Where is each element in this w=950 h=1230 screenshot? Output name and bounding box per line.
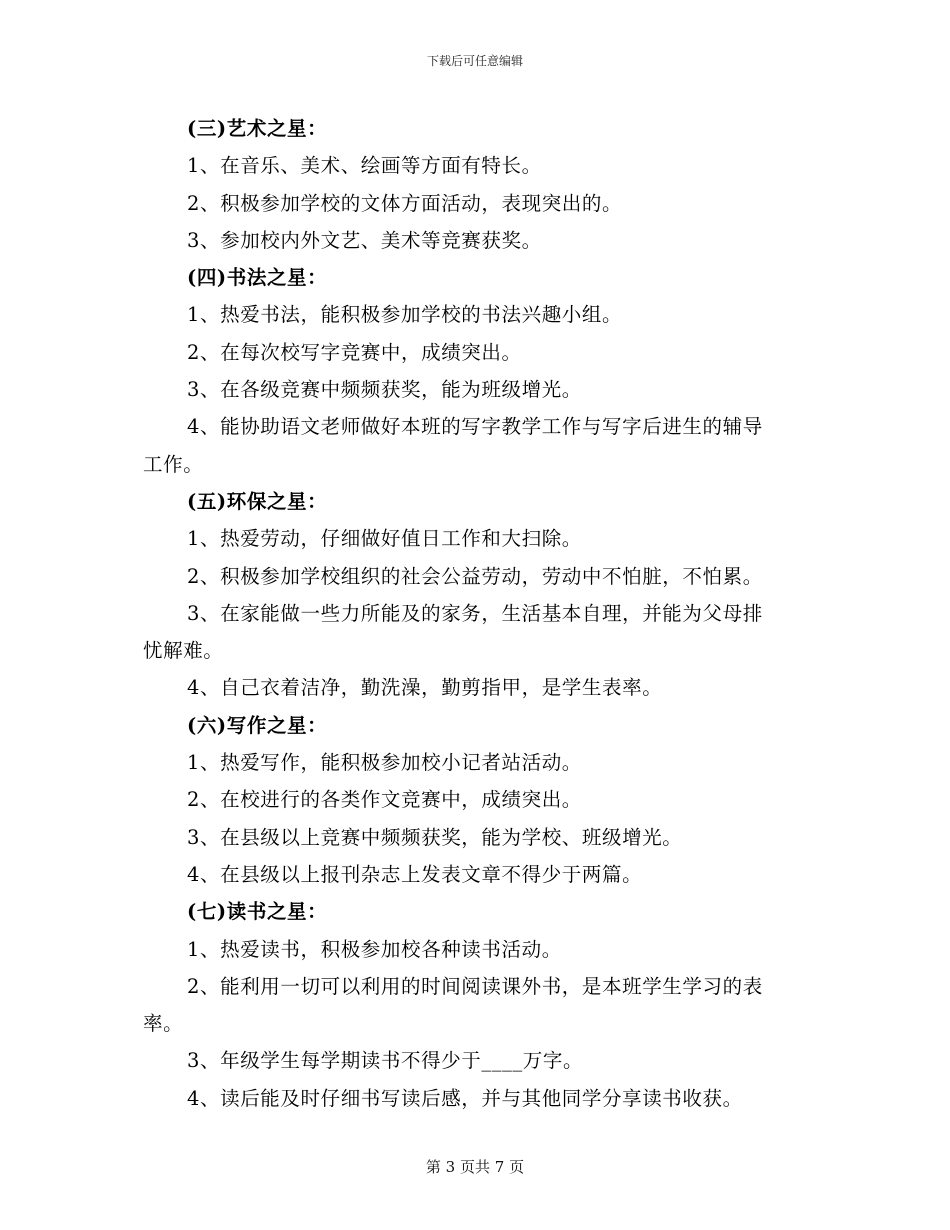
- section-heading: (七)读书之星：: [187, 900, 328, 924]
- list-item: 4、自己衣着洁净，勤洗澡，勤剪指甲，是学生表率。: [187, 676, 663, 700]
- list-item: 1、热爱劳动，仔细做好值日工作和大扫除。: [187, 527, 582, 551]
- list-item: 4、能协助语文老师做好本班的写字教学工作与写字后进生的辅导: [187, 415, 763, 439]
- section-heading: (六)写作之星：: [187, 713, 328, 737]
- list-item: 3、在县级以上竞赛中频频获奖，能为学校、班级增光。: [187, 825, 683, 849]
- list-item: 1、热爱读书，积极参加校各种读书活动。: [187, 937, 562, 961]
- list-item: 1、热爱写作，能积极参加校小记者站活动。: [187, 751, 582, 775]
- section-heading: (四)书法之星：: [187, 266, 328, 290]
- list-item: 2、能利用一切可以利用的时间阅读课外书，是本班学生学习的表: [187, 974, 763, 998]
- paragraph-continuation: 率。: [143, 1012, 184, 1036]
- page-footer: 第 3 页共 7 页: [425, 1158, 525, 1176]
- list-item: 3、在各级竞赛中频频获奖，能为班级增光。: [187, 378, 582, 402]
- section-heading: (三)艺术之星：: [187, 117, 328, 140]
- list-item: 2、在每次校写字竞赛中，成绩突出。: [187, 340, 522, 364]
- list-item: 3、在家能做一些力所能及的家务，生活基本自理，并能为父母排: [187, 601, 763, 625]
- list-item: 3、年级学生每学期读书不得少于____万字。: [187, 1049, 584, 1073]
- list-item: 2、在校进行的各类作文竞赛中，成绩突出。: [187, 788, 582, 812]
- list-item: 1、在音乐、美术、绘画等方面有特长。: [187, 154, 542, 178]
- section-heading: (五)环保之星：: [187, 489, 328, 513]
- list-item: 1、热爱书法，能积极参加学校的书法兴趣小组。: [187, 303, 623, 327]
- list-item: 4、在县级以上报刊杂志上发表文章不得少于两篇。: [187, 862, 643, 886]
- paragraph-continuation: 工作。: [143, 452, 204, 476]
- page-header: 下载后可任意编辑: [426, 54, 523, 68]
- list-item: 2、积极参加学校组织的社会公益劳动，劳动中不怕脏，不怕累。: [187, 564, 763, 588]
- document-body: [143, 110, 808, 1117]
- list-item: 4、读后能及时仔细书写读后感，并与其他同学分享读书收获。: [187, 1086, 743, 1110]
- list-item: 2、积极参加学校的文体方面活动，表现突出的。: [187, 191, 623, 215]
- list-item: 3、参加校内外文艺、美术等竞赛获奖。: [187, 228, 542, 252]
- paragraph-continuation: 忧解难。: [143, 639, 224, 663]
